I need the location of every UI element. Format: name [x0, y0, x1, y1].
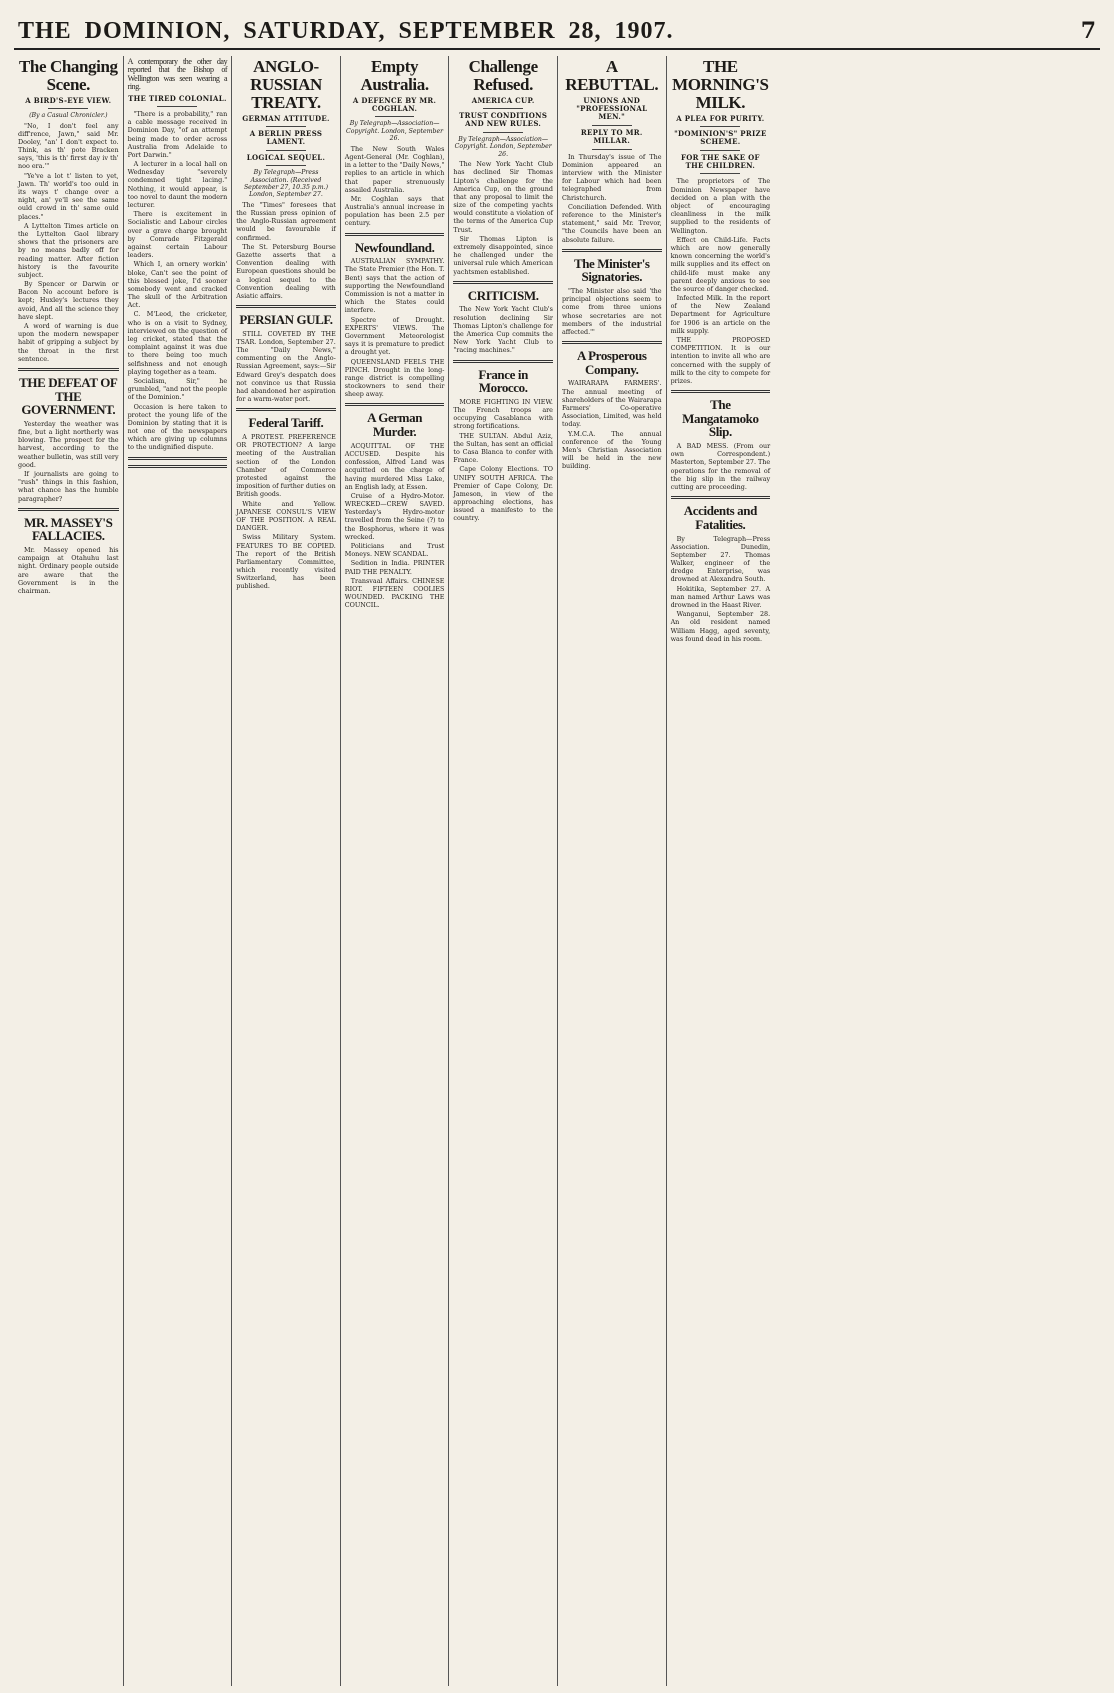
paragraph: The "Times" foresees that the Russian press opinion of the Anglo-Russian agreement would be favourable if confirmed. — [236, 200, 336, 242]
masthead — [14, 18, 1100, 44]
article-divider — [453, 281, 553, 284]
article-heading: A German Murder. — [367, 410, 423, 440]
paragraph: QUEENSLAND FEELS THE PINCH. Drought in the long-range district is compelling stockowners to send their sheep away. — [344, 357, 445, 399]
paragraph: Sir Thomas Lipton is extremely disappointed, since he challenged under the universal rule which American yachtsmen established. — [453, 234, 553, 276]
short-rule — [48, 108, 88, 109]
column-6 — [557, 56, 666, 1686]
paragraph: Y.M.C.A. The annual conference of the Young Men's Christian Association will be held in the new building. — [561, 429, 662, 471]
paragraph: THE SULTAN. Abdul Aziz, the Sultan, has sent an official to Casa Blanca to confer with France. — [453, 431, 553, 465]
subheading: AMERICA CUP. — [471, 95, 535, 105]
article-divider — [562, 341, 662, 344]
column-4 — [340, 56, 449, 1686]
paragraph: Conciliation Defended. With reference to the Minister's statement," said Mr. Trevor, "the Councils have been an absolute failure. — [561, 202, 662, 244]
article-heading: PERSIAN GULF. — [239, 312, 333, 328]
paragraph: By Spencer or Darwin or Bacon No account before is kept; Huxley's lectures they avoid, And all the science they have slept. — [18, 280, 119, 321]
article-heading: Federal Tariff. — [248, 415, 324, 431]
subheading: THE TIRED COLONIAL. — [128, 93, 227, 103]
paragraph: Infected Milk. In the report of the New Zealand Department for Agriculture for 1906 is an article on the milk supply. — [670, 294, 771, 335]
article-heading: A Prosperous Company. — [577, 348, 647, 377]
paragraph: Spectre of Drought. EXPERTS' VIEWS. The Government Meteorologist says it is premature to predict a drought yet. — [344, 315, 445, 357]
paragraph: In Thursday's issue of The Dominion appeared an interview with the Minister for Labour which had been telegraphed from Christchurch. — [561, 152, 662, 202]
column-heading: The Changing Scene. — [18, 57, 118, 94]
column-heading: A REBUTTAL. — [565, 57, 659, 94]
columns — [14, 56, 1100, 1686]
paragraph: "The Minister also said 'the principal objections seem to come from three unions whose secretaries are not members of the industrial affected.'" — [561, 286, 662, 336]
paragraph: Socialism, Sir," he grumbled, "and not the people of the Dominion." — [127, 376, 228, 402]
subheading: UNIONS AND "PROFESSIONAL MEN." — [576, 95, 648, 122]
paragraph: Effect on Child-Life. Facts which are now generally known concerning the world's milk supplies and its effect on child-life must make any parent deeply anxious to see the source of danger checked. — [670, 235, 771, 293]
subheadings — [236, 115, 336, 167]
short-rule — [700, 173, 740, 174]
paragraph: A Lyttelton Times article on the Lyttelton Gaol library shows that the prisoners are by no means badly off for reading matter. After fiction history is the favourite subject. — [18, 221, 119, 279]
paragraph: By Telegraph—Press Association. Dunedin, September 27. Thomas Walker, engineer of the dredge Enterprise, was drowned at Alexandra South. — [670, 534, 771, 584]
credit-line: By Telegraph—Association—Copyright. London, September 26. — [346, 120, 444, 143]
paragraph: STILL COVETED BY THE TSAR. London, September 27. The "Daily News," commenting on the Anglo-Russian Agreement, says:—Sir Edward Grey's despatch does not convince us that Russia had abandoned her aspiration for a warm-water port. — [236, 329, 336, 404]
paragraph: C. M'Leod, the cricketer, who is on a visit to Sydney, interviewed on the question of leg cricket, stated that the complaint against it was due to there being too much selfishness and not enough playing together as a team. — [127, 310, 228, 376]
article-divider — [671, 390, 771, 393]
article-divider — [671, 496, 771, 499]
column-2 — [123, 56, 232, 1686]
article-heading: MR. MASSEY'S FALLACIES. — [24, 514, 113, 544]
column-1 — [14, 56, 123, 1686]
paragraph: The New York Yacht Club has declined Sir Thomas Lipton's challenge for the America Cup, on the ground that any proposal to limit the size of the competing yachts would constitute a violation of the terms of the America Cup Trust. — [453, 160, 553, 234]
article-divider — [345, 403, 445, 406]
credit-line: By Telegraph—Association—Copyright. London, September 26. — [454, 135, 552, 158]
paragraph: Politicians and Trust Moneys. NEW SCANDAL. — [344, 542, 445, 559]
subheading: "DOMINION'S" PRIZE SCHEME. — [674, 128, 767, 147]
article-body — [453, 398, 553, 523]
short-rule — [700, 150, 740, 151]
subheading: A BERLIN PRESS LAMENT. — [249, 128, 323, 147]
short-rule — [266, 165, 306, 166]
article-body — [562, 287, 662, 336]
column-heading: Challenge Refused. — [468, 57, 538, 94]
article-divider — [128, 457, 228, 460]
subheading: A PLEA FOR PURITY. — [676, 113, 765, 123]
article-body — [562, 153, 662, 244]
column-7 — [666, 56, 775, 1686]
article-body — [236, 330, 336, 404]
article-body — [562, 379, 662, 470]
paragraph: Yesterday the weather was fine, but a light northerly was blowing. The prospect for the harvest, according to the weather bulletin, was still very good. — [18, 419, 119, 469]
credit-line: (By a Casual Chronicler.) — [29, 112, 108, 120]
paragraph: THE PROPOSED COMPETITION. It is our intention to invite all who are concerned with the supply of milk to the city to compete for prizes. — [670, 336, 771, 385]
short-rule — [375, 116, 415, 117]
credit-line: By Telegraph—Press Association. (Received September 27, 10.35 p.m.) London, September 27. — [243, 169, 329, 199]
article-body — [345, 257, 445, 398]
paragraph: Mr. Massey opened his campaign at Otahuhu last night. Ordinary people outside are aware that the Government is in the chairman. — [18, 546, 119, 595]
paragraph: A word of warning is due upon the modern newspaper habit of gripping a subject by the throat in the first sentence. — [18, 322, 119, 363]
article-heading: France in Morocco. — [478, 366, 528, 396]
column-heading: THE MORNING'S MILK. — [672, 57, 769, 112]
article-body — [453, 305, 553, 354]
column-heading: A contemporary the other day reported that the Bishop of Wellington was seen wearing a ring. — [127, 57, 228, 92]
article-heading: Newfoundland. — [354, 239, 435, 255]
article-divider — [562, 249, 662, 252]
article-body — [453, 160, 553, 276]
paragraph: The New South Wales Agent-General (Mr. Coghlan), in a letter to the "Daily News," replies to an article in which that paper strenuously assailed Australia. — [344, 144, 445, 194]
paragraph: AUSTRALIAN SYMPATHY. The State Premier (the Hon. T. Bent) says that the action of supporting the Newfoundland Commission is not a matter in which the States could interfere. — [344, 257, 445, 315]
short-rule — [266, 126, 306, 127]
article-body — [345, 145, 445, 228]
article-body — [18, 420, 119, 503]
article-body — [671, 535, 771, 643]
article-body — [18, 122, 119, 363]
paragraph: MORE FIGHTING IN VIEW. The French troops are occupying Casablanca with strong fortifications. — [453, 397, 553, 431]
paragraph: White and Yellow. JAPANESE CONSUL'S VIEW OF THE POSITION. A REAL DANGER. — [236, 499, 336, 533]
subheading: FOR THE SAKE OF THE CHILDREN. — [680, 152, 760, 171]
article-divider — [453, 360, 553, 363]
paragraph: There is excitement in Socialistic and Labour circles over a grave charge brought by Comrade Fitzgerald against certain Labour leaders. — [127, 210, 228, 260]
subheadings — [18, 97, 119, 109]
article-heading: Accidents and Fatalities. — [683, 503, 757, 532]
paragraph: The New York Yacht Club's resolution declining Sir Thomas Lipton's challenge for the America Cup commits the New York Yacht Club to "racing machines." — [453, 305, 553, 355]
subheadings — [453, 97, 553, 133]
short-rule — [483, 108, 523, 109]
article-body — [236, 433, 336, 591]
page-number: 7 — [1080, 18, 1096, 44]
masthead-rule — [14, 48, 1100, 50]
subheading: GERMAN ATTITUDE. — [242, 113, 330, 123]
paragraph: Cruise of a Hydro-Motor. WRECKED—CREW SAVED. Yesterday's Hydro-motor travelled from the Seine (?) to the Bosphorus, where it was wrecked. — [344, 491, 445, 541]
paragraph: A lecturer in a local hall on Wednesday "severely condemned tight lacing." Nothing, it would appear, is too novel to daunt the modern lecturer. — [127, 160, 228, 210]
paragraph: Mr. Coghlan says that Australia's annual increase in population has been 2.5 per century. — [344, 194, 445, 228]
article-heading: The Mangatamoko Slip. — [682, 397, 759, 440]
column-heading: Empty Australia. — [360, 57, 429, 94]
paragraph: A BAD MESS. (From our own Correspondent.) Masterton, September 27. The operations for the removal of the big slip in the railway cutting are proceeding. — [670, 442, 771, 492]
paragraph: "Ye've a lot t' listen to yet, Jawn. Th' world's too ould in its ways t' change over a night, an' ye'll see the same ould crowd in th' same ould places." — [18, 171, 119, 221]
paragraph: "There is a probability," ran a cable message received in Dominion Day, "of an attempt being made to order across Australia from Adelaide to Port Darwin." — [127, 109, 228, 159]
article-body — [236, 201, 336, 300]
article-divider — [18, 508, 119, 511]
paragraph: Occasion is here taken to protect the young life of the Dominion by stating that it is not one of the newspapers which are giving up columns to the undignified dispute. — [127, 402, 228, 452]
subheadings — [345, 97, 445, 118]
short-rule — [592, 125, 632, 126]
paragraph: Wanganui, September 28. An old resident named William Hagg, aged seventy, was found dead in his room. — [670, 610, 771, 643]
paragraph: If journalists are going to "rush" things in this fashion, what chance has the humble paragrapher? — [18, 470, 119, 503]
paragraph: The St. Petersburg Bourse Gazette asserts that a Convention dealing with European questions should be a logical sequel to the Convention dealing with Asiatic affairs. — [236, 242, 336, 300]
subheading: REPLY TO MR. MILLAR. — [580, 127, 643, 146]
paragraph: A PROTEST. PREFERENCE OR PROTECTION? A large meeting of the Australian section of the London Chamber of Commerce protested against the imposition of further duties on British goods. — [236, 433, 336, 499]
article-divider — [18, 368, 119, 371]
paragraph: Which I, an ornery workin' bloke, Can't see the point of this blessed joke, I'd sooner somebody went and cracked The skull of the Arbitration Act. — [127, 260, 228, 310]
column-heading: ANGLO-RUSSIAN TREATY. — [250, 57, 322, 112]
paragraph: Transvaal Affairs. CHINESE RIOT. FIFTEEN COOLIES WOUNDED. PACKING THE COUNCIL. — [344, 576, 445, 610]
masthead-title: THE DOMINION, SATURDAY, SEPTEMBER 28, 1907. — [18, 18, 674, 44]
article-divider — [345, 233, 445, 236]
article-body — [671, 177, 771, 385]
paragraph: Cape Colony Elections. TO UNIFY SOUTH AFRICA. The Premier of Cape Colony, Dr. Jameson, in view of the approaching elections, has issued a manifesto to the country. — [453, 465, 553, 523]
column-5 — [448, 56, 557, 1686]
short-rule — [592, 149, 632, 150]
subheading: LOGICAL SEQUEL. — [246, 152, 326, 162]
article-heading: THE DEFEAT OF THE GOVERNMENT. — [19, 374, 118, 418]
article-body — [671, 442, 771, 491]
short-rule — [266, 150, 306, 151]
article-body — [345, 442, 445, 610]
article-heading: CRITICISM. — [467, 287, 539, 303]
paragraph: ACQUITTAL OF THE ACCUSED. Despite his confession, Alfred Land was acquitted on the charge of having murdered Miss Lake, an English lady, at Essen. — [344, 441, 445, 491]
short-rule — [157, 106, 197, 107]
short-rule — [483, 132, 523, 133]
subheading: A DEFENCE BY MR. COGHLAN. — [352, 95, 437, 114]
paragraph: WAIRARAPA FARMERS'. The annual meeting of shareholders of the Wairarapa Farmers' Co-operative Association, Limited, was held today. — [561, 379, 662, 429]
subheadings — [671, 115, 771, 175]
subheadings — [562, 97, 662, 150]
paragraph: "No, I don't feel any diff'rence, Jawn," said Mr. Dooley, "an' I don't expect to. Think, as th' pote Bracken says, 'this is th' firrst day iv th' noo era.'" — [18, 121, 119, 171]
article-heading: The Minister's Signatories. — [573, 255, 650, 285]
paragraph: Hokitika, September 27. A man named Arthur Laws was drowned in the Haast River. — [670, 584, 771, 609]
paragraph: Swiss Military System. FEATURES TO BE COPIED. The report of the British Parliamentary Committee, which recently visited Switzerland, has been published. — [236, 533, 336, 591]
paragraph: The proprietors of The Dominion Newspaper have decided on a plan with the object of encouraging cleanliness in the milk supplied to the residents of Wellington. — [670, 177, 771, 235]
article-divider — [128, 465, 228, 468]
article-body — [18, 546, 119, 595]
article-body — [128, 110, 228, 452]
short-rule — [700, 126, 740, 127]
article-divider — [236, 408, 336, 411]
column-3 — [231, 56, 340, 1686]
subheadings — [128, 95, 228, 107]
subheading: A BIRD'S-EYE VIEW. — [25, 95, 112, 105]
article-divider — [236, 305, 336, 308]
subheading: TRUST CONDITIONS AND NEW RULES. — [459, 111, 548, 129]
paragraph: Sedition in India. PRINTER PAID THE PENALTY. — [344, 559, 445, 576]
